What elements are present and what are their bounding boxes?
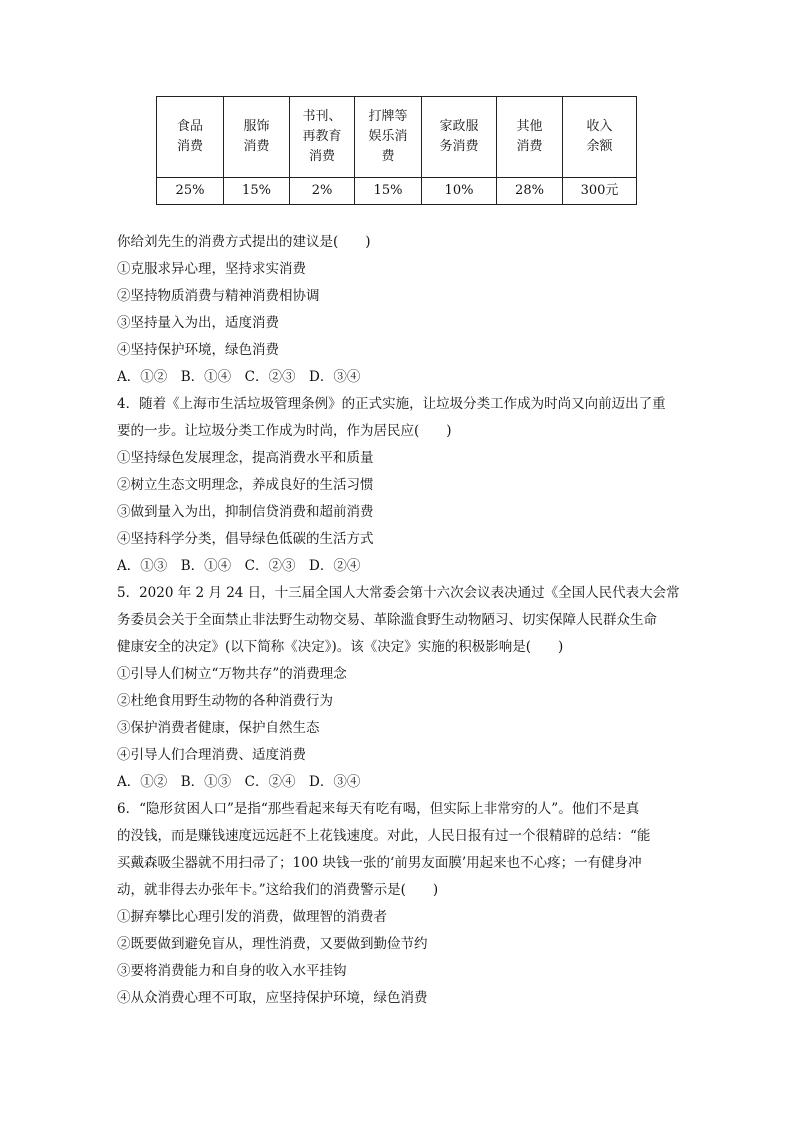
- table-header-cell: 打牌等 娱乐消 费: [355, 97, 422, 178]
- table-cell: 15%: [355, 178, 422, 205]
- table-header-cell: 收入 余额: [563, 97, 637, 178]
- table-header-cell: 书刊、 再教育 消费: [290, 97, 355, 178]
- consumption-table: [156, 96, 637, 205]
- option-line: ③保护消费者健康，保护自然生态: [117, 720, 320, 736]
- option-line: ①摒弃攀比心理引发的消费，做理智的消费者: [117, 909, 387, 925]
- table-cell: 10%: [422, 178, 497, 205]
- table-header-cell: 其他 消费: [497, 97, 563, 178]
- table-header-row: [157, 97, 637, 178]
- option-line: ①坚持绿色发展理念，提高消费水平和质量: [117, 450, 374, 466]
- question-stem: 4．随着《上海市生活垃圾管理条例》的正式实施，让垃圾分类工作成为时尚又向前迈出了重: [117, 396, 666, 412]
- question-stem: 健康安全的决定》(以下简称《决定》)。该《决定》实施的积极影响是( ): [117, 639, 564, 655]
- option-line: ④引导人们合理消费、适度消费: [117, 747, 306, 763]
- question-stem: 6．“隐形贫困人口”是指“那些看起来每天有吃有喝，但实际上非常穷的人”。他们不是真: [117, 801, 640, 817]
- option-line: ①引导人们树立“万物共存”的消费理念: [117, 666, 347, 682]
- table-cell: 25%: [157, 178, 224, 205]
- option-line: ②坚持物质消费与精神消费相协调: [117, 288, 320, 304]
- table-header-cell: 服饰 消费: [224, 97, 290, 178]
- question-stem: 务委员会关于全面禁止非法野生动物交易、革除滥食野生动物陋习、切实保障人民群众生命: [117, 612, 657, 628]
- question-text: [117, 229, 683, 1012]
- question-stem: 买戴森吸尘器就不用扫帚了；100 块钱一张的‘前男友面膜’用起来也不心疼；一有健身冲: [117, 855, 642, 871]
- question-stem: 的没钱，而是赚钱速度远远赶不上花钱速度。对此，人民日报有过一个很精辟的总结：“能: [117, 828, 651, 844]
- option-line: ②树立生态文明理念，养成良好的生活习惯: [117, 477, 374, 493]
- table-cell: 300元: [563, 178, 637, 205]
- question-stem: 动，就非得去办张年卡。”这给我们的消费警示是( ): [117, 882, 439, 898]
- answer-choices: A．①② B．①③ C．②④ D．③④: [117, 774, 361, 790]
- option-line: ④坚持科学分类，倡导绿色低碳的生活方式: [117, 531, 374, 547]
- option-line: ④从众消费心理不可取，应坚持保护环境，绿色消费: [117, 990, 428, 1006]
- table-cell: 2%: [290, 178, 355, 205]
- option-line: ①克服求异心理，坚持求实消费: [117, 261, 306, 277]
- option-line: ③做到量入为出，抑制信贷消费和超前消费: [117, 504, 374, 520]
- option-line: ②既要做到避免盲从，理性消费，又要做到勤俭节约: [117, 936, 428, 952]
- option-line: ③要将消费能力和自身的收入水平挂钩: [117, 963, 347, 979]
- option-line: ②杜绝食用野生动物的各种消费行为: [117, 693, 333, 709]
- question-stem: 你给刘先生的消费方式提出的建议是( ): [117, 234, 371, 250]
- table-header-cell: 食品 消费: [157, 97, 224, 178]
- table-row: [157, 178, 637, 205]
- answer-choices: A．①③ B．①④ C．②③ D．②④: [117, 558, 361, 574]
- table-header-cell: 家政服 务消费: [422, 97, 497, 178]
- option-line: ④坚持保护环境，绿色消费: [117, 342, 279, 358]
- question-stem: 要的一步。让垃圾分类工作成为时尚，作为居民应( ): [117, 423, 452, 439]
- table-cell: 28%: [497, 178, 563, 205]
- option-line: ③坚持量入为出，适度消费: [117, 315, 279, 331]
- table-cell: 15%: [224, 178, 290, 205]
- answer-choices: A．①② B．①④ C．②③ D．③④: [117, 369, 361, 385]
- question-stem: 5．2020 年 2 月 24 日，十三届全国人大常委会第十六次会议表决通过《全国人民代表大会常: [117, 585, 680, 601]
